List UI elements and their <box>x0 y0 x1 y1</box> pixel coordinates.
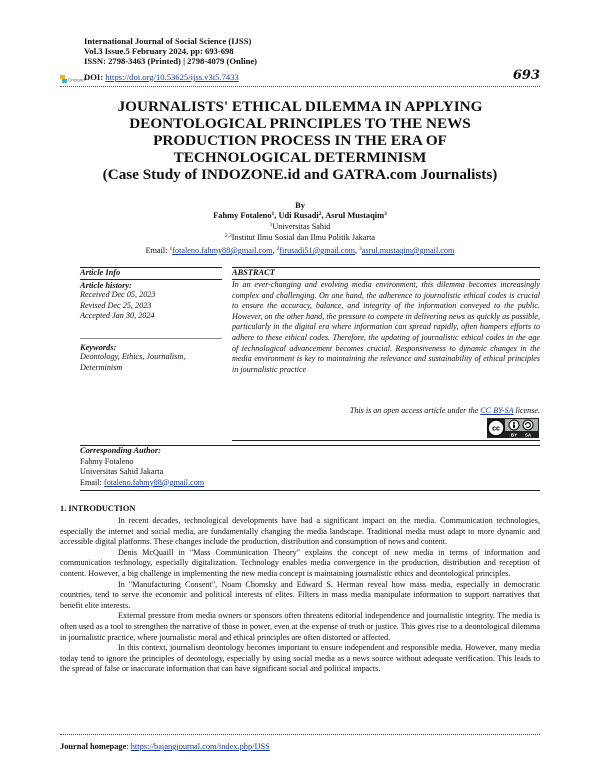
corresponding-email-link[interactable]: fotaleno.fahmy88@gmail.com <box>103 477 205 487</box>
corresponding-name: Fahmy Fotaleno <box>80 456 134 466</box>
abstract-rule-bottom <box>232 440 540 441</box>
homepage-link[interactable]: https://bajangjournal.com/index.php/IJSS <box>130 742 270 751</box>
affiliation-1: $^1$Universitas Sahid <box>269 222 331 231</box>
paragraph: In this context, journalism deontology becomes important to ensure independent and responsible media. However, many media today tend to ignore the principles of deontology, especially by using social media as a news source without adequate verification. This leads to the spread of false or inaccurate information that can have significant social and political impacts. <box>60 643 540 674</box>
keywords-line: Determinism <box>80 362 123 372</box>
author-list: Fahmy Fotaleno$^1$, Udi Rusadi$^2$, Asrul Mustaqim$^3$ <box>213 211 387 220</box>
doi-label: DOI: <box>84 72 104 82</box>
license-statement: This is an open access article under the CC BY-SA license. <box>349 406 540 415</box>
accepted-date: Accepted Jan 30, 2024 <box>80 311 155 320</box>
crossref-logo <box>60 71 86 83</box>
svg-text:cc: cc <box>492 425 500 433</box>
doi-row <box>84 72 239 82</box>
abstract-rule-top <box>232 267 540 268</box>
received-date: Received Dec 05, 2023 <box>80 290 156 299</box>
keywords-line: Deontology, Ethics, Journalism, <box>80 352 186 361</box>
title-line: DEONTOLOGICAL PRINCIPLES TO THE NEWS <box>129 115 471 132</box>
email-link[interactable]: firusadi51@gmail.com <box>279 246 355 255</box>
license-link[interactable]: CC BY-SA <box>480 406 514 415</box>
corresponding-email-row: Email: fotaleno.fahmy88@gmail.com <box>80 477 205 487</box>
corresponding-rule-bottom <box>80 490 540 491</box>
cc-sa-label: SA <box>524 432 532 438</box>
introduction-body <box>60 516 540 675</box>
title-line: JOURNALISTS' ETHICAL DILEMMA IN APPLYING <box>117 98 483 115</box>
info-rule <box>80 279 222 280</box>
corresponding-author <box>80 446 380 488</box>
cc-by-label: BY <box>510 432 518 438</box>
cc-by-sa-badge[interactable] <box>487 418 539 438</box>
journal-name: International Journal of Social Science (IJSS) <box>84 36 252 46</box>
author-name: Udi Rusadi <box>278 211 319 220</box>
author-name: Asrul Mustaqim <box>325 211 385 220</box>
section-heading: 1. INTRODUCTION <box>60 504 136 513</box>
article-history <box>80 281 222 322</box>
affiliation-2: $^{2,3}$Institut Ilmu Sosial dan Ilmu Politik Jakarta <box>224 233 376 242</box>
paragraph: Denis McQuaill in "Mass Communication Theory" explains the concept of new media in terms of information and communication technology, especially digitalization. Technology enables media convergence in the production, distribution and reception of content. However, a big challenge in implementing the new media concept is maintaining journalistic ethics and deontological principles. <box>60 547 540 578</box>
abstract-text: In an ever-changing and evolving media environment, this dilemma becomes increasingly complex and challenging. On one hand, the adherence to journalistic ethical codes is crucial to ensure the accuracy, balance, and integrity of the information conveyed to the public. However, on the other hand, the pressure to compete in delivering news as quickly as possible, particularly in the digital era where information can spread rapidly, often hampers efforts to adhere to these ethical codes. Therefore, the updating of journalistic ethical codes in the age of technological advancement becomes crucial. Responsiveness to dynamic changes in the media environment is key to maintaining the relevance and sustainability of ethical principles in journalistic practice <box>232 280 540 374</box>
footer-divider <box>60 734 540 735</box>
revised-date: Revised Dec 25, 2023 <box>80 300 152 310</box>
paragraph: In recent decades, technological developments have had a significant impact on the media. Communication technologies, especially the internet and social media, are fundamentally changing the media landscape. Traditional media must adapt to more dynamic and accessible digital platforms. These changes include the production, distribution and consumption of news and content. <box>60 516 540 547</box>
paragraph: In "Manufacturing Consent", Noam Chomsky and Edward S. Herman reveal how mass media, especially in democratic countries, tend to serve the economic and political interests of elites. Filters in mass media manipulate information to support narratives that benefit elite interests. <box>60 579 540 610</box>
author-emails: Email: $^1$fotaleno.fahmy88@gmail.com, $^2$firusadi51@gmail.com, $^3$asrul.mustaqim@gmail.com <box>145 246 455 255</box>
author-name: Fahmy Fotaleno <box>213 211 272 220</box>
info-divider <box>80 338 222 339</box>
keywords-heading: Keywords: <box>80 343 117 352</box>
keywords-block <box>80 343 222 373</box>
corresponding-institution: Universitas Sahid Jakarta <box>80 467 164 476</box>
article-info-heading: Article Info <box>80 268 121 277</box>
email-link[interactable]: fotaleno.fahmy88@gmail.com <box>172 246 273 255</box>
history-heading: Article history: <box>80 281 132 290</box>
page-number: 693 <box>512 68 540 83</box>
corresponding-heading: Corresponding Author: <box>80 446 161 455</box>
title-subtitle: (Case Study of INDOZONE.id and GATRA.com Journalists) <box>102 166 498 183</box>
email-link[interactable]: asrul.mustaqim@gmail.com <box>361 246 455 255</box>
paragraph: External pressure from media owners or sponsors often threatens editorial independence and journalistic integrity. The media is often used as a tool to strengthen the narrative of those in power, even at the expense of truth or justice. This gives rise to a deontological dilemma in journalistic practice, where journalistic moral and ethical principles are often distorted or affected. <box>60 611 540 642</box>
title-line: PRODUCTION PROCESS IN THE ERA OF <box>153 132 447 149</box>
doi-link[interactable]: https://doi.org/10.53625/ijss.v3i5.7433 <box>105 72 239 82</box>
paper-title <box>60 98 540 183</box>
issn-info: ISSN: 2798-3463 (Printed) | 2798-4079 (Online) <box>84 56 258 66</box>
abstract-heading: ABSTRACT <box>232 268 275 277</box>
volume-info: Vol.3 Issue.5 February 2024, pp: 693-698 <box>84 46 234 56</box>
title-line: TECHNOLOGICAL DETERMINISM <box>173 149 427 166</box>
crossref-logo-text: Crossref <box>68 77 86 83</box>
journal-homepage: Journal homepage: https://bajangjournal.com/index.php/IJSS <box>60 742 270 751</box>
by-label: By <box>295 201 305 210</box>
header-divider <box>60 86 540 87</box>
